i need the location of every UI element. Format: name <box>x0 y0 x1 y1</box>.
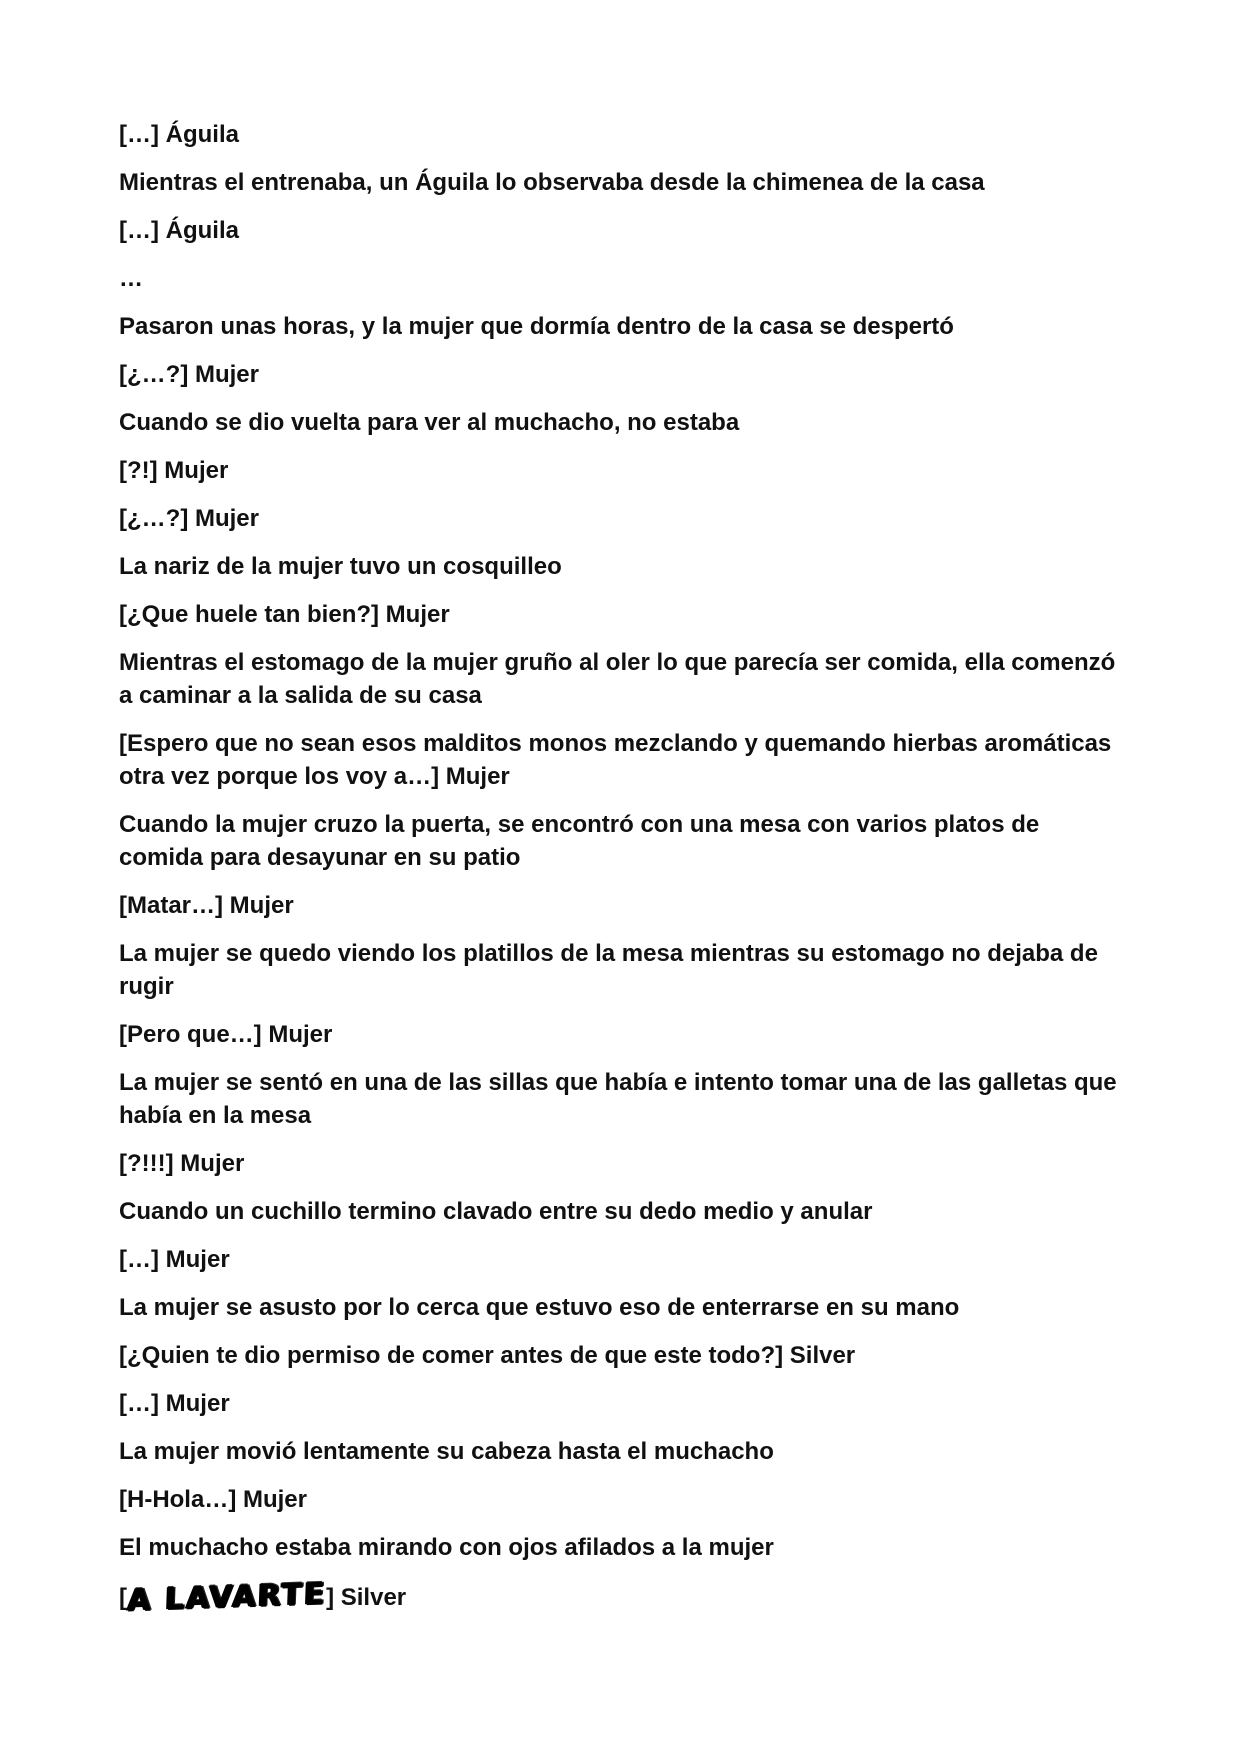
paragraph: [?!!!] Mujer <box>119 1150 245 1177</box>
paragraph: [¿Que huele tan bien?] Mujer <box>119 601 450 628</box>
paragraph: Cuando se dio vuelta para ver al muchacho, no estaba <box>119 409 740 436</box>
paragraph: [?!] Mujer <box>119 457 229 484</box>
final-dialogue-line <box>119 1576 1129 1619</box>
paragraph: La mujer movió lentamente su cabeza hasta el muchacho <box>119 1438 774 1465</box>
paragraph: Mientras el entrenaba, un Águila lo observaba desde la chimenea de la casa <box>119 169 985 196</box>
paragraph: [¿…?] Mujer <box>119 505 259 532</box>
paragraph: [Espero que no sean esos malditos monos mezclando y quemando hierbas aromáticas otra vez porque los voy a…] Mujer <box>119 730 1112 790</box>
paragraph: La mujer se quedo viendo los platillos de la mesa mientras su estomago no dejaba de rugir <box>119 940 1098 1000</box>
paragraph: [Pero que…] Mujer <box>119 1021 333 1048</box>
paragraph: [¿…?] Mujer <box>119 361 259 388</box>
document-body <box>119 118 1129 1619</box>
speaker-name: Silver <box>334 1584 407 1611</box>
paragraph: La mujer se asusto por lo cerca que estuvo eso de enterrarse en su mano <box>119 1294 960 1321</box>
paragraph: [Matar…] Mujer <box>119 892 294 919</box>
paragraph: […] Mujer <box>119 1246 230 1273</box>
paragraph: Cuando un cuchillo termino clavado entre su dedo medio y anular <box>119 1198 873 1225</box>
open-bracket: [ <box>119 1584 127 1611</box>
paragraph: Cuando la mujer cruzo la puerta, se encontró con una mesa con varios platos de comida para desayunar en su patio <box>119 811 1040 871</box>
paragraph: … <box>119 265 143 292</box>
paragraph: Pasaron unas horas, y la mujer que dormía dentro de la casa se despertó <box>119 313 954 340</box>
shout-text: A LAVARTE <box>126 1576 327 1619</box>
paragraph: […] Mujer <box>119 1390 230 1417</box>
paragraph: […] Águila <box>119 121 239 148</box>
paragraph: La nariz de la mujer tuvo un cosquilleo <box>119 553 562 580</box>
paragraph: […] Águila <box>119 217 239 244</box>
paragraph: [H-Hola…] Mujer <box>119 1486 307 1513</box>
close-bracket: ] <box>326 1584 335 1611</box>
paragraph: Mientras el estomago de la mujer gruño al oler lo que parecía ser comida, ella comenzó a caminar a la salida de su casa <box>119 649 1116 709</box>
paragraph: La mujer se sentó en una de las sillas que había e intento tomar una de las galletas que había en la mesa <box>119 1069 1117 1129</box>
paragraph: El muchacho estaba mirando con ojos afilados a la mujer <box>119 1534 774 1561</box>
paragraph: [¿Quien te dio permiso de comer antes de que este todo?] Silver <box>119 1342 856 1369</box>
